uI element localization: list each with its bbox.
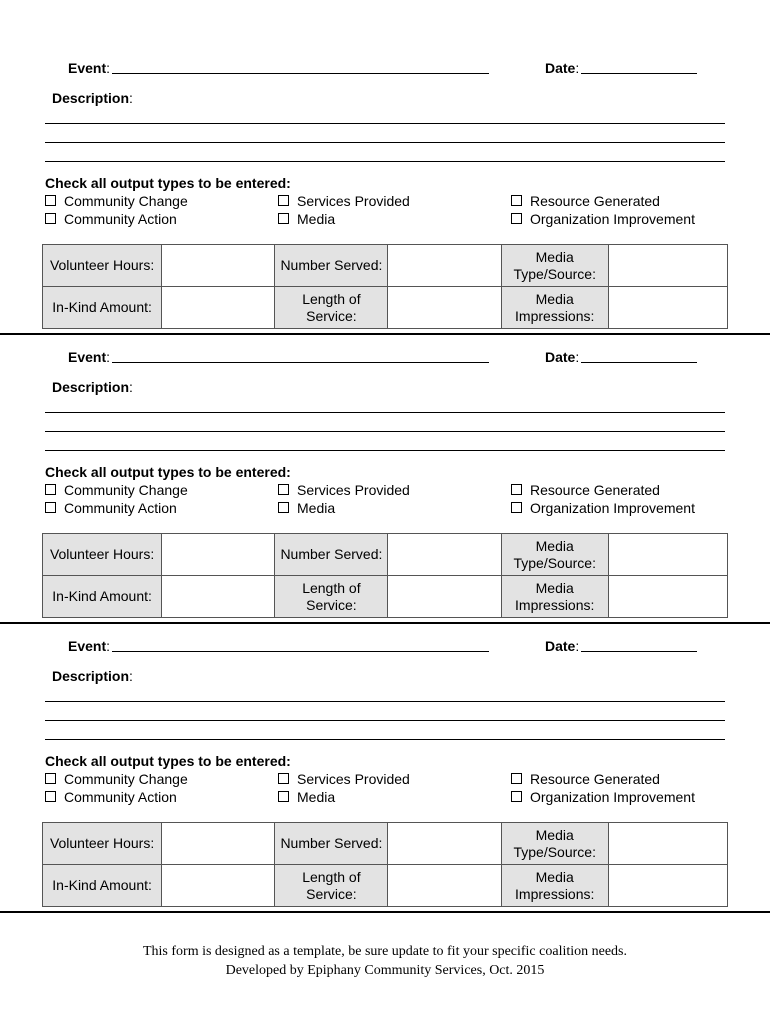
description-line[interactable] (45, 161, 725, 162)
length-of-service-cell[interactable] (388, 865, 501, 907)
in-kind-amount-label: In-Kind Amount: (43, 865, 162, 907)
media-type-source-cell[interactable] (608, 823, 727, 865)
number-served-cell[interactable] (388, 823, 501, 865)
length-of-service-label: Length of Service: (275, 287, 388, 329)
in-kind-amount-cell[interactable] (162, 865, 275, 907)
option-resource-generated[interactable]: Resource Generated (511, 193, 660, 209)
date-blank[interactable] (581, 60, 697, 74)
option-organization-improvement[interactable]: Organization Improvement (511, 789, 695, 805)
checkbox-icon[interactable] (278, 773, 289, 784)
checkbox-icon[interactable] (278, 791, 289, 802)
option-media[interactable]: Media (278, 789, 335, 805)
number-served-cell[interactable] (388, 245, 501, 287)
event-entry-2 (0, 289, 770, 613)
volunteer-hours-label: Volunteer Hours: (43, 823, 162, 865)
media-type-source-cell[interactable] (608, 245, 727, 287)
checkbox-icon[interactable] (45, 502, 56, 513)
description-line[interactable] (45, 739, 725, 740)
checkbox-icon[interactable] (45, 484, 56, 495)
volunteer-hours-cell[interactable] (162, 245, 275, 287)
checkbox-icon[interactable] (45, 213, 56, 224)
checkbox-icon[interactable] (45, 773, 56, 784)
option-media[interactable]: Media (278, 500, 335, 516)
date-field[interactable]: Date: (545, 349, 697, 365)
description-line[interactable] (45, 142, 725, 143)
event-field[interactable]: Event: (68, 349, 489, 365)
option-services-provided[interactable]: Services Provided (278, 771, 410, 787)
event-label: Event (68, 638, 107, 654)
media-impressions-label: Media Impressions: (501, 287, 608, 329)
event-label: Event (68, 349, 107, 365)
media-type-source-label: Media Type/Source: (501, 245, 608, 287)
event-field[interactable]: Event: (68, 638, 489, 654)
description-line[interactable] (45, 431, 725, 432)
length-of-service-label: Length of Service: (275, 576, 388, 618)
checkbox-icon[interactable] (511, 502, 522, 513)
option-community-action[interactable]: Community Action (45, 211, 177, 227)
date-label: Date (545, 349, 576, 365)
media-impressions-cell[interactable] (608, 865, 727, 907)
checkbox-icon[interactable] (511, 213, 522, 224)
event-field[interactable]: Event: (68, 60, 489, 76)
event-blank[interactable] (112, 349, 489, 363)
option-community-change[interactable]: Community Change (45, 771, 188, 787)
volunteer-hours-cell[interactable] (162, 823, 275, 865)
option-organization-improvement[interactable]: Organization Improvement (511, 500, 695, 516)
description-line[interactable] (45, 123, 725, 124)
description-line[interactable] (45, 412, 725, 413)
checkbox-icon[interactable] (511, 484, 522, 495)
check-heading: Check all output types to be entered: (45, 175, 291, 191)
option-community-action[interactable]: Community Action (45, 789, 177, 805)
option-organization-improvement[interactable]: Organization Improvement (511, 211, 695, 227)
date-field[interactable]: Date: (545, 60, 697, 76)
event-entry-3 (0, 578, 770, 902)
option-resource-generated[interactable]: Resource Generated (511, 771, 660, 787)
checkbox-icon[interactable] (511, 195, 522, 206)
volunteer-hours-cell[interactable] (162, 534, 275, 576)
number-served-cell[interactable] (388, 534, 501, 576)
footer-note (0, 942, 770, 980)
media-type-source-label: Media Type/Source: (501, 534, 608, 576)
checkbox-icon[interactable] (511, 773, 522, 784)
date-field[interactable]: Date: (545, 638, 697, 654)
number-served-label: Number Served: (275, 534, 388, 576)
media-impressions-label: Media Impressions: (501, 576, 608, 618)
media-impressions-label: Media Impressions: (501, 865, 608, 907)
length-of-service-label: Length of Service: (275, 865, 388, 907)
volunteer-hours-label: Volunteer Hours: (43, 534, 162, 576)
number-served-label: Number Served: (275, 823, 388, 865)
option-services-provided[interactable]: Services Provided (278, 482, 410, 498)
description-line[interactable] (45, 720, 725, 721)
in-kind-amount-label: In-Kind Amount: (43, 576, 162, 618)
footer-line-1: This form is designed as a template, be sure update to fit your specific coalition needs. (142, 944, 628, 959)
check-heading: Check all output types to be entered: (45, 464, 291, 480)
date-blank[interactable] (581, 638, 697, 652)
event-label: Event (68, 60, 107, 76)
option-community-change[interactable]: Community Change (45, 482, 188, 498)
media-type-source-cell[interactable] (608, 534, 727, 576)
checkbox-icon[interactable] (278, 484, 289, 495)
description-line[interactable] (45, 450, 725, 451)
date-blank[interactable] (581, 349, 697, 363)
checkbox-icon[interactable] (278, 195, 289, 206)
option-services-provided[interactable]: Services Provided (278, 193, 410, 209)
volunteer-hours-label: Volunteer Hours: (43, 245, 162, 287)
number-served-label: Number Served: (275, 245, 388, 287)
checkbox-icon[interactable] (278, 502, 289, 513)
section-divider (0, 911, 770, 913)
checkbox-icon[interactable] (511, 791, 522, 802)
event-entry-1 (0, 0, 770, 324)
checkbox-icon[interactable] (45, 791, 56, 802)
option-media[interactable]: Media (278, 211, 335, 227)
description-label: Description: (52, 379, 133, 395)
description-line[interactable] (45, 701, 725, 702)
date-label: Date (545, 638, 576, 654)
description-label: Description: (52, 668, 133, 684)
metrics-table (42, 822, 728, 907)
event-blank[interactable] (112, 638, 489, 652)
checkbox-icon[interactable] (45, 195, 56, 206)
option-resource-generated[interactable]: Resource Generated (511, 482, 660, 498)
option-community-change[interactable]: Community Change (45, 193, 188, 209)
description-label: Description: (52, 90, 133, 106)
media-type-source-label: Media Type/Source: (501, 823, 608, 865)
in-kind-amount-label: In-Kind Amount: (43, 287, 162, 329)
event-blank[interactable] (112, 60, 489, 74)
option-community-action[interactable]: Community Action (45, 500, 177, 516)
date-label: Date (545, 60, 576, 76)
check-heading: Check all output types to be entered: (45, 753, 291, 769)
footer-line-2: Developed by Epiphany Community Services, Oct. 2015 (225, 963, 545, 978)
checkbox-icon[interactable] (278, 213, 289, 224)
